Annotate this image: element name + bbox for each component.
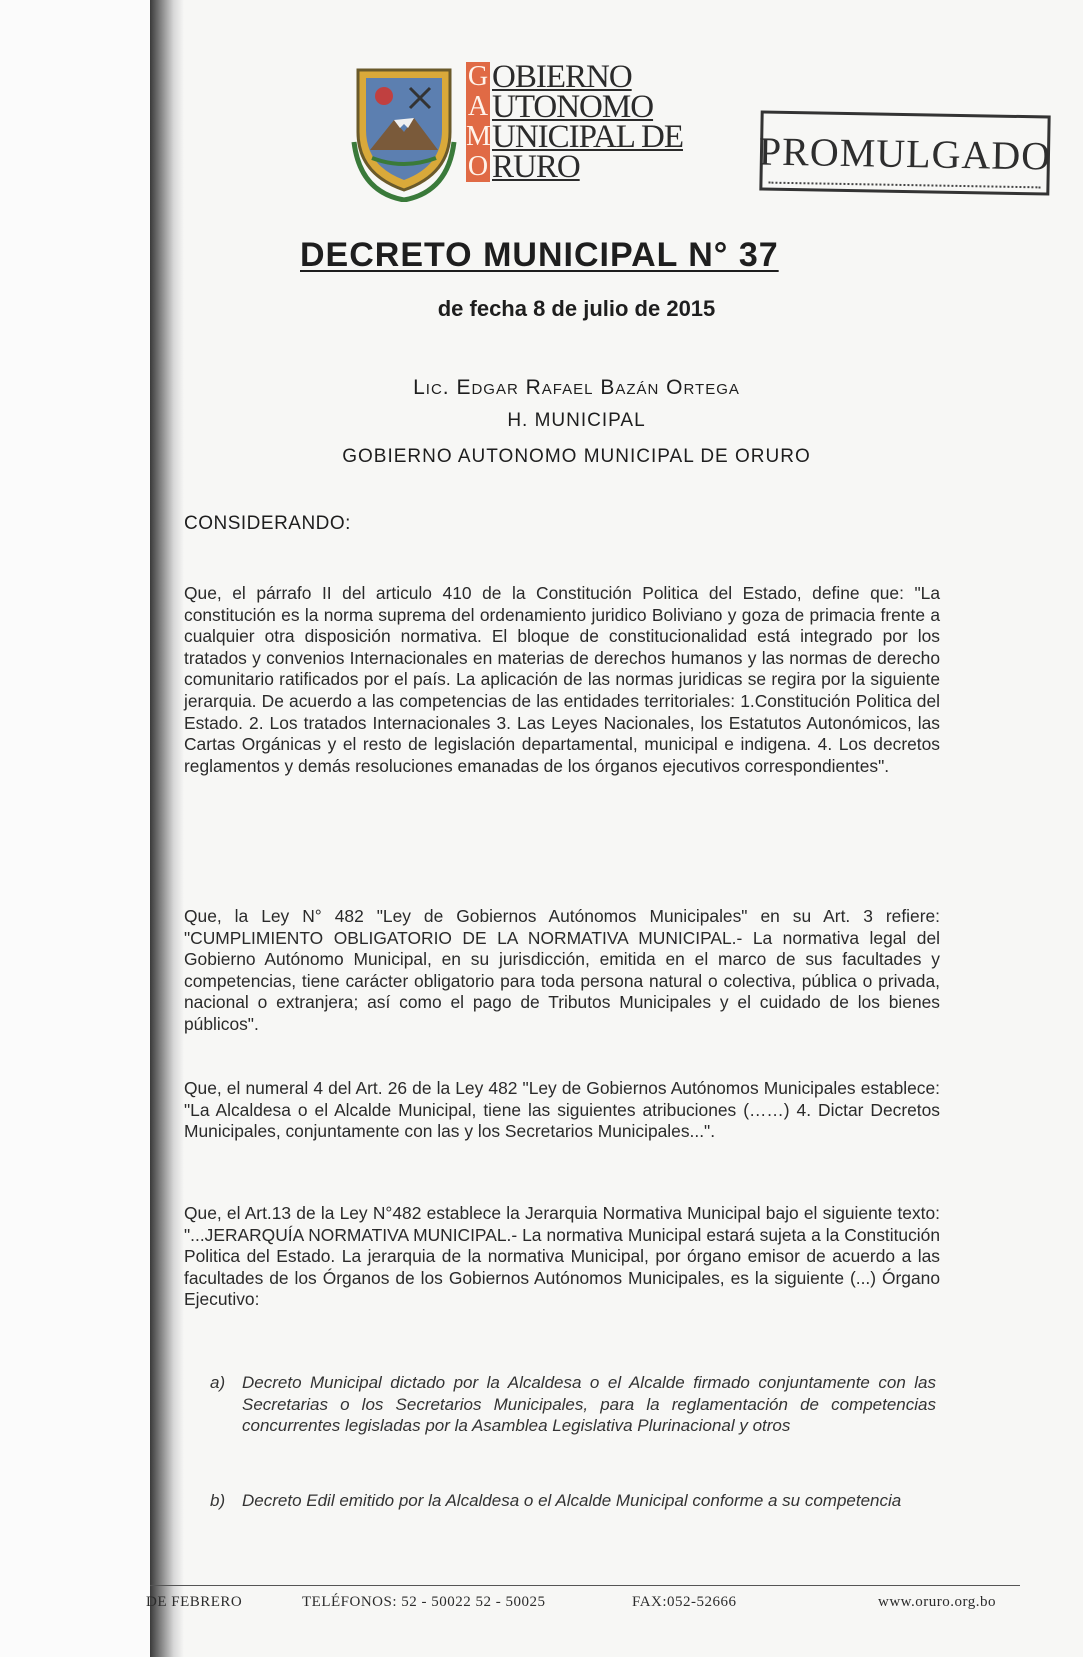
- logo-initial: M: [466, 121, 491, 152]
- footer-address: DE FEBRERO: [146, 1594, 243, 1610]
- logo-word: RURO: [492, 149, 580, 185]
- decree-title: DECRETO MUNICIPAL N° 37: [300, 236, 779, 274]
- logo-row: [466, 119, 683, 155]
- logo-initial: O: [467, 151, 489, 182]
- considerando-paragraph: Que, el párrafo II del articulo 410 de la Constitución Politica del Estado, define que: "La constitución es la norma suprema del ordenamiento juridico Boliviano y goza de primacia frente a cualquier otra disposición normativa. El bloque de constitucionalidad está integrado por los tratados y convenios Internacionales en materias de derechos humanos y las normas de derecho comunitario ratificados por el país. La aplicación de las normas juridicas se regira por la siguiente jerarquia. De acuerdo a las competencias de las entidades territoriales: 1.Constitución Politica del Estado. 2. Los tratados Internacionales 3. Las Leyes Nacionales, los Estatutos Autonómicos, las Cartas Orgánicas y el resto de legislación departamental, municipal e indigena. 4. Los decretos reglamentos y demás resoluciones emanadas de los órganos ejecutivos correspondientes".: [184, 583, 940, 776]
- logo-row: [466, 89, 683, 125]
- considerando-paragraph: Que, el Art.13 de la Ley N°482 establece la Jerarquia Normativa Municipal bajo el siguiente texto: "...JERARQUÍA NORMATIVA MUNICIPAL.- La normativa Municipal estará sujeta a la Constitución Politica del Estado. La jerarquia de la normativa Municipal, por órgano emisor de acuerdo a las facultades de los Órganos de los Gobiernos Autónomos Municipales, es la siguiente (...) Órgano Ejecutivo:: [184, 1203, 940, 1310]
- coat-of-arms-icon: [350, 62, 458, 202]
- logo-wordmark: [466, 59, 683, 185]
- footer-divider: [150, 1585, 1020, 1586]
- considerando-paragraph: Que, el numeral 4 del Art. 26 de la Ley 482 "Ley de Gobiernos Autónomos Municipales establece: "La Alcaldesa o el Alcalde Municipal, tiene las siguientes atribuciones (……) 4. Dictar Decretos Municipales, conjuntamente con las y los Secretarios Municipales...".: [184, 1078, 940, 1142]
- page-margin: [0, 0, 150, 1657]
- logo-row: [466, 149, 683, 185]
- logo-initial: G: [467, 61, 489, 92]
- list-item-text: Decreto Municipal dictado por la Alcaldesa o el Alcalde firmado conjuntamente con las Secretarias o los Secretarios Municipales, para la reglamentación de competencias concurrentes legisladas por la Asamblea Legislativa Plurinacional y otros: [242, 1373, 936, 1435]
- list-item-text: Decreto Edil emitido por la Alcaldesa o el Alcalde Municipal conforme a su competencia: [242, 1491, 902, 1510]
- footer-fax: FAX:052-52666: [632, 1594, 737, 1610]
- list-item: [210, 1490, 936, 1512]
- promulgado-stamp: PROMULGADO: [759, 110, 1050, 195]
- decree-date: de fecha 8 de julio de 2015: [437, 296, 716, 321]
- signatory-role: H. MUNICIPAL: [507, 410, 646, 431]
- footer-website: www.oruro.org.bo: [878, 1594, 996, 1610]
- list-item: [210, 1372, 936, 1437]
- binding-shadow: [150, 0, 184, 1657]
- list-item-label: a): [210, 1373, 226, 1392]
- list-item-label: b): [210, 1491, 226, 1510]
- footer-phones: TELÉFONOS: 52 - 50022 52 - 50025: [302, 1594, 546, 1610]
- municipal-logo: [350, 59, 683, 202]
- logo-initial: A: [467, 91, 489, 122]
- signatory-name: Lic. Edgar Rafael Bazán Ortega: [413, 376, 740, 399]
- signatory-entity: GOBIERNO AUTONOMO MUNICIPAL DE ORURO: [342, 446, 811, 467]
- logo-row: [466, 59, 683, 95]
- logo-word: OBIERNO: [492, 59, 632, 95]
- considerando-heading: CONSIDERANDO:: [184, 513, 351, 534]
- considerando-paragraph: Que, la Ley N° 482 "Ley de Gobiernos Autónomos Municipales" en su Art. 3 refiere: "CUMPLIMIENTO OBLIGATORIO DE LA NORMATIVA MUNICIPAL.- La normativa legal del Gobierno Autónomo Municipal, en su jurisdicción, emitida en el marco de sus facultades y competencias, tiene carácter obligatorio para toda persona natural o colectiva, pública o privada, nacional o extranjera; así como el pago de Tributos Municipales y el cuidado de los bienes públicos".: [184, 906, 940, 1034]
- logo-word: UNICIPAL DE: [492, 119, 683, 155]
- logo-word: UTONOMO: [492, 89, 654, 125]
